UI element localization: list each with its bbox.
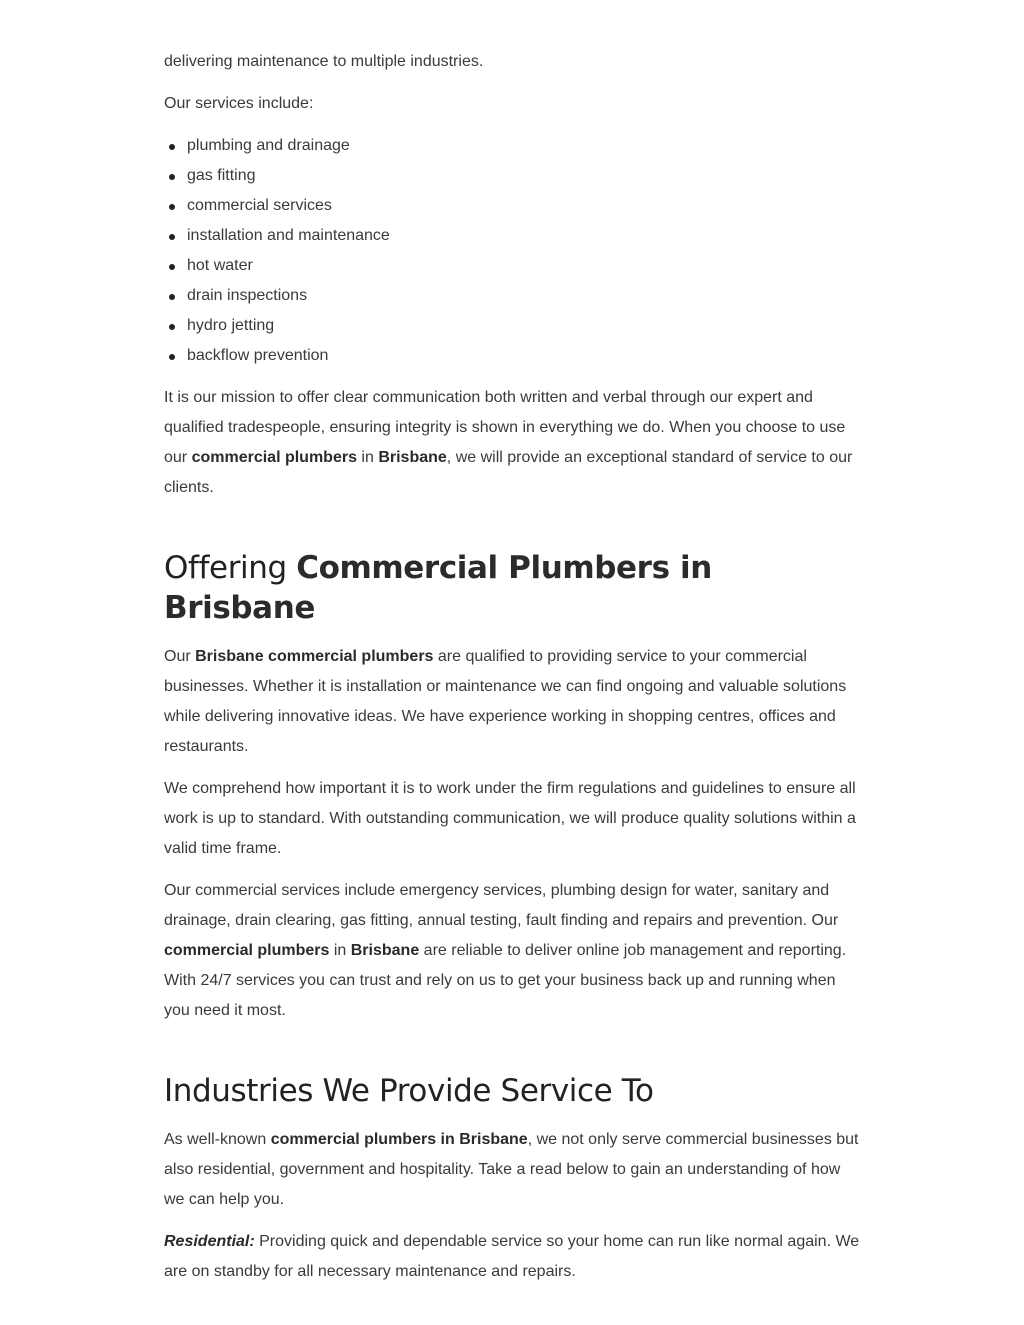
keyword-brisbane: Brisbane [350, 942, 420, 959]
list-item: backflow prevention [187, 341, 864, 371]
keyword-commercial-plumbers: commercial plumbers [164, 942, 330, 959]
industries-paragraph-1 [164, 1125, 864, 1215]
offering-text: are qualified to providing service to your commercial businesses. Whether it is installation or maintenance we can find ongoing and valuable solutions while delivering innovative ideas. We have experience working in shopping centres, offices and restaurants. [164, 648, 847, 755]
mission-text: in [356, 449, 379, 466]
intro-continuation: delivering maintenance to multiple industries. [164, 53, 484, 70]
offering-text: Our [164, 648, 196, 665]
offering-text: in [329, 942, 351, 959]
list-item: gas fitting [187, 161, 864, 191]
industries-heading: Industries We Provide Service To [164, 1073, 654, 1109]
offering-text: Our commercial services include emergency services, plumbing design for water, sanitary and drainage, drain clearing, gas fitting, annual testing, fault finding and repairs and prevention. Our [164, 882, 839, 929]
industries-text: As well-known [164, 1131, 271, 1148]
list-item: installation and maintenance [187, 221, 864, 251]
offering-heading [164, 548, 864, 628]
article-content [164, 47, 864, 1299]
mission-paragraph [164, 383, 864, 503]
residential-label: Residential: [164, 1233, 255, 1250]
residential-text: Providing quick and dependable service so your home can run like normal again. We are on standby for all necessary maintenance and repairs. [164, 1233, 860, 1280]
keyword-brisbane: Brisbane [378, 449, 447, 466]
offering-heading-light: Offering [164, 550, 297, 586]
offering-paragraph-3 [164, 876, 864, 1026]
services-intro: Our services include: [164, 95, 314, 112]
services-list [164, 131, 864, 371]
list-item: plumbing and drainage [187, 131, 864, 161]
list-item: hot water [187, 251, 864, 281]
keyword-commercial-plumbers-in-brisbane: commercial plumbers in Brisbane [270, 1131, 528, 1148]
keyword-commercial-plumbers: commercial plumbers [191, 449, 357, 466]
list-item: drain inspections [187, 281, 864, 311]
keyword-brisbane-commercial-plumbers: Brisbane commercial plumbers [195, 648, 434, 665]
offering-paragraph-1 [164, 642, 864, 762]
mission-text: It is our mission to offer clear communication both written and verbal through our expert and qualified tradespeople, ensuring integrity is shown in everything we do. When you choose to use our [164, 389, 846, 466]
list-item: commercial services [187, 191, 864, 221]
mission-text: , we will provide an exceptional standard of service to our clients. [164, 449, 853, 496]
list-item: hydro jetting [187, 311, 864, 341]
offering-text: are reliable to deliver online job management and reporting. With 24/7 services you can trust and rely on us to get your business back up and running when you need it most. [164, 942, 847, 1019]
industries-text: , we not only serve commercial businesses but also residential, government and hospitality. Take a read below to gain an understanding of how we can help you. [164, 1131, 859, 1208]
residential-paragraph [164, 1227, 864, 1287]
offering-paragraph-2: We comprehend how important it is to work under the firm regulations and guidelines to ensure all work is up to standard. With outstanding communication, we will produce quality solutions within a valid time frame. [164, 780, 856, 857]
offering-heading-bold: Commercial Plumbers in Brisbane [164, 550, 712, 626]
